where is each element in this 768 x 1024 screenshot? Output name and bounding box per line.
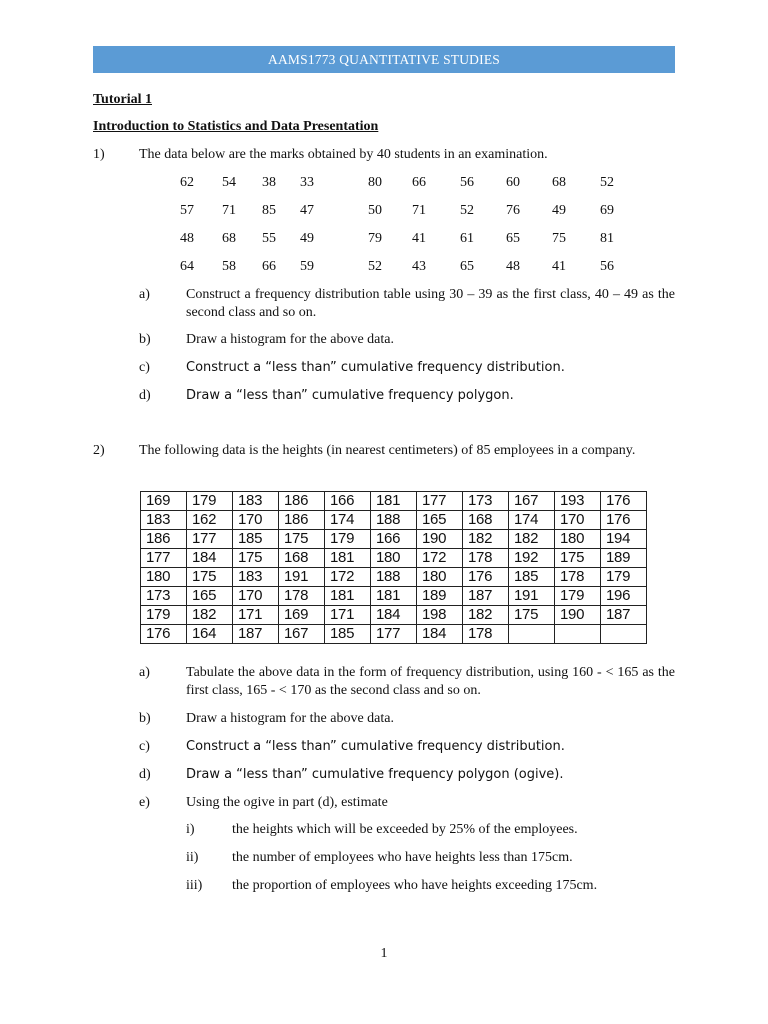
mark-value: 52 [460, 203, 474, 218]
q1-part-a-label: a) [139, 287, 150, 302]
height-cell: 175 [279, 530, 325, 549]
mark-value: 68 [222, 231, 236, 246]
height-cell: 175 [233, 549, 279, 568]
height-cell: 170 [233, 511, 279, 530]
question-2-intro: The following data is the heights (in nearest centimeters) of 85 employees in a company. [139, 443, 636, 458]
q1-part-d-text: Draw a “less than” cumulative frequency polygon. [186, 388, 514, 403]
height-cell: 182 [187, 606, 233, 625]
height-cell: 179 [555, 587, 601, 606]
mark-value: 71 [222, 203, 236, 218]
mark-value: 66 [262, 259, 276, 274]
mark-value: 41 [552, 259, 566, 274]
height-cell: 190 [555, 606, 601, 625]
q2-part-e-text: Using the ogive in part (d), estimate [186, 795, 388, 810]
mark-value: 54 [222, 175, 236, 190]
height-cell: 180 [417, 568, 463, 587]
mark-value: 48 [180, 231, 194, 246]
height-cell: 176 [601, 492, 647, 511]
q2-subpart-iii-label: iii) [186, 878, 203, 893]
height-cell: 189 [417, 587, 463, 606]
mark-value: 65 [506, 231, 520, 246]
q2-part-a-text: Tabulate the above data in the form of frequency distribution, using 160 - < 165 as the first class, 165 - < 170 as the second class and so on. [186, 665, 675, 698]
height-cell: 182 [509, 530, 555, 549]
height-cell: 190 [417, 530, 463, 549]
height-cell: 179 [141, 606, 187, 625]
mark-value: 55 [262, 231, 276, 246]
height-cell: 189 [601, 549, 647, 568]
height-cell: 177 [371, 625, 417, 644]
mark-value: 64 [180, 259, 194, 274]
mark-value: 58 [222, 259, 236, 274]
height-cell: 193 [555, 492, 601, 511]
height-cell: 183 [141, 511, 187, 530]
height-cell: 191 [509, 587, 555, 606]
q2-subpart-i-label: i) [186, 822, 195, 837]
mark-value: 71 [412, 203, 426, 218]
height-cell [509, 625, 555, 644]
height-cell: 183 [233, 568, 279, 587]
table-row [141, 606, 647, 625]
table-row [141, 625, 647, 644]
mark-value: 41 [412, 231, 426, 246]
tutorial-subtitle: Introduction to Statistics and Data Presentation [93, 119, 379, 134]
table-row [141, 568, 647, 587]
mark-value: 68 [552, 175, 566, 190]
height-cell: 165 [187, 587, 233, 606]
question-1-intro: The data below are the marks obtained by 40 students in an examination. [139, 147, 548, 162]
height-cell: 165 [417, 511, 463, 530]
mark-value: 38 [262, 175, 276, 190]
height-cell: 182 [463, 530, 509, 549]
height-cell: 177 [141, 549, 187, 568]
height-cell: 175 [555, 549, 601, 568]
height-cell [601, 625, 647, 644]
height-cell: 181 [325, 549, 371, 568]
mark-value: 52 [600, 175, 614, 190]
mark-value: 49 [300, 231, 314, 246]
tutorial-title: Tutorial 1 [93, 92, 152, 107]
q1-part-c-text: Construct a “less than” cumulative frequency distribution. [186, 360, 565, 375]
q1-part-d-label: d) [139, 388, 151, 403]
table-row [141, 492, 647, 511]
height-cell: 186 [141, 530, 187, 549]
mark-value: 57 [180, 203, 194, 218]
mark-value: 76 [506, 203, 520, 218]
mark-value: 49 [552, 203, 566, 218]
table-row [141, 549, 647, 568]
q2-part-e-label: e) [139, 795, 150, 810]
height-cell: 188 [371, 568, 417, 587]
q1-part-c-label: c) [139, 360, 150, 375]
mark-value: 61 [460, 231, 474, 246]
height-cell: 180 [371, 549, 417, 568]
mark-value: 65 [460, 259, 474, 274]
height-cell: 184 [417, 625, 463, 644]
height-cell: 168 [279, 549, 325, 568]
q1-part-b-text: Draw a histogram for the above data. [186, 332, 394, 347]
height-cell: 171 [233, 606, 279, 625]
height-cell: 178 [463, 625, 509, 644]
height-cell: 186 [279, 511, 325, 530]
height-cell: 170 [233, 587, 279, 606]
height-cell: 174 [325, 511, 371, 530]
height-cell: 187 [601, 606, 647, 625]
mark-value: 81 [600, 231, 614, 246]
heights-data-table [140, 491, 647, 644]
question-1-number: 1) [93, 147, 105, 162]
height-cell: 167 [509, 492, 555, 511]
q2-part-b-label: b) [139, 711, 151, 726]
height-cell: 184 [187, 549, 233, 568]
height-cell: 169 [141, 492, 187, 511]
height-cell: 183 [233, 492, 279, 511]
height-cell: 173 [141, 587, 187, 606]
mark-value: 52 [368, 259, 382, 274]
mark-value: 56 [460, 175, 474, 190]
height-cell: 177 [417, 492, 463, 511]
mark-value: 80 [368, 175, 382, 190]
height-cell: 172 [325, 568, 371, 587]
height-cell: 176 [463, 568, 509, 587]
q2-part-d-text: Draw a “less than” cumulative frequency polygon (ogive). [186, 767, 564, 782]
height-cell: 181 [371, 587, 417, 606]
height-cell: 182 [463, 606, 509, 625]
height-cell: 178 [463, 549, 509, 568]
height-cell: 166 [371, 530, 417, 549]
q2-subpart-ii-label: ii) [186, 850, 199, 865]
height-cell: 186 [279, 492, 325, 511]
q2-part-c-label: c) [139, 739, 150, 754]
height-cell: 187 [233, 625, 279, 644]
height-cell: 166 [325, 492, 371, 511]
mark-value: 56 [600, 259, 614, 274]
table-row [141, 587, 647, 606]
q2-part-a-label: a) [139, 665, 150, 680]
q1-part-b-label: b) [139, 332, 151, 347]
height-cell: 171 [325, 606, 371, 625]
page-number: 1 [380, 946, 388, 961]
mark-value: 69 [600, 203, 614, 218]
height-cell: 181 [325, 587, 371, 606]
height-cell: 179 [325, 530, 371, 549]
question-2-number: 2) [93, 443, 105, 458]
q2-part-b-text: Draw a histogram for the above data. [186, 711, 394, 726]
q2-part-d-label: d) [139, 767, 151, 782]
height-cell: 185 [325, 625, 371, 644]
height-cell: 178 [279, 587, 325, 606]
height-cell: 185 [233, 530, 279, 549]
height-cell: 162 [187, 511, 233, 530]
q2-part-c-text: Construct a “less than” cumulative frequency distribution. [186, 739, 565, 754]
mark-value: 60 [506, 175, 520, 190]
height-cell: 170 [555, 511, 601, 530]
height-cell: 175 [187, 568, 233, 587]
mark-value: 59 [300, 259, 314, 274]
table-row [141, 511, 647, 530]
q1-part-a-text: Construct a frequency distribution table using 30 – 39 as the first class, 40 – 49 as the second class and so on. [186, 287, 675, 320]
height-cell: 192 [509, 549, 555, 568]
height-cell: 179 [187, 492, 233, 511]
q2-subpart-i-text: the heights which will be exceeded by 25% of the employees. [232, 822, 578, 837]
height-cell: 198 [417, 606, 463, 625]
height-cell: 167 [279, 625, 325, 644]
height-cell: 180 [141, 568, 187, 587]
mark-value: 50 [368, 203, 382, 218]
mark-value: 62 [180, 175, 194, 190]
height-cell: 185 [509, 568, 555, 587]
height-cell: 174 [509, 511, 555, 530]
height-cell: 176 [141, 625, 187, 644]
height-cell: 180 [555, 530, 601, 549]
table-row [141, 530, 647, 549]
height-cell: 173 [463, 492, 509, 511]
height-cell: 172 [417, 549, 463, 568]
height-cell: 175 [509, 606, 555, 625]
height-cell: 188 [371, 511, 417, 530]
mark-value: 43 [412, 259, 426, 274]
height-cell: 179 [601, 568, 647, 587]
mark-value: 85 [262, 203, 276, 218]
height-cell: 169 [279, 606, 325, 625]
height-cell: 194 [601, 530, 647, 549]
height-cell: 184 [371, 606, 417, 625]
document-header: AAMS1773 QUANTITATIVE STUDIES [93, 46, 675, 73]
height-cell: 191 [279, 568, 325, 587]
mark-value: 66 [412, 175, 426, 190]
height-cell: 164 [187, 625, 233, 644]
mark-value: 47 [300, 203, 314, 218]
height-cell: 177 [187, 530, 233, 549]
height-cell: 181 [371, 492, 417, 511]
height-cell: 176 [601, 511, 647, 530]
height-cell [555, 625, 601, 644]
height-cell: 196 [601, 587, 647, 606]
height-cell: 168 [463, 511, 509, 530]
mark-value: 79 [368, 231, 382, 246]
mark-value: 75 [552, 231, 566, 246]
height-cell: 178 [555, 568, 601, 587]
q2-subpart-iii-text: the proportion of employees who have heights exceeding 175cm. [232, 878, 598, 893]
q2-subpart-ii-text: the number of employees who have heights less than 175cm. [232, 850, 573, 865]
mark-value: 33 [300, 175, 314, 190]
mark-value: 48 [506, 259, 520, 274]
height-cell: 187 [463, 587, 509, 606]
